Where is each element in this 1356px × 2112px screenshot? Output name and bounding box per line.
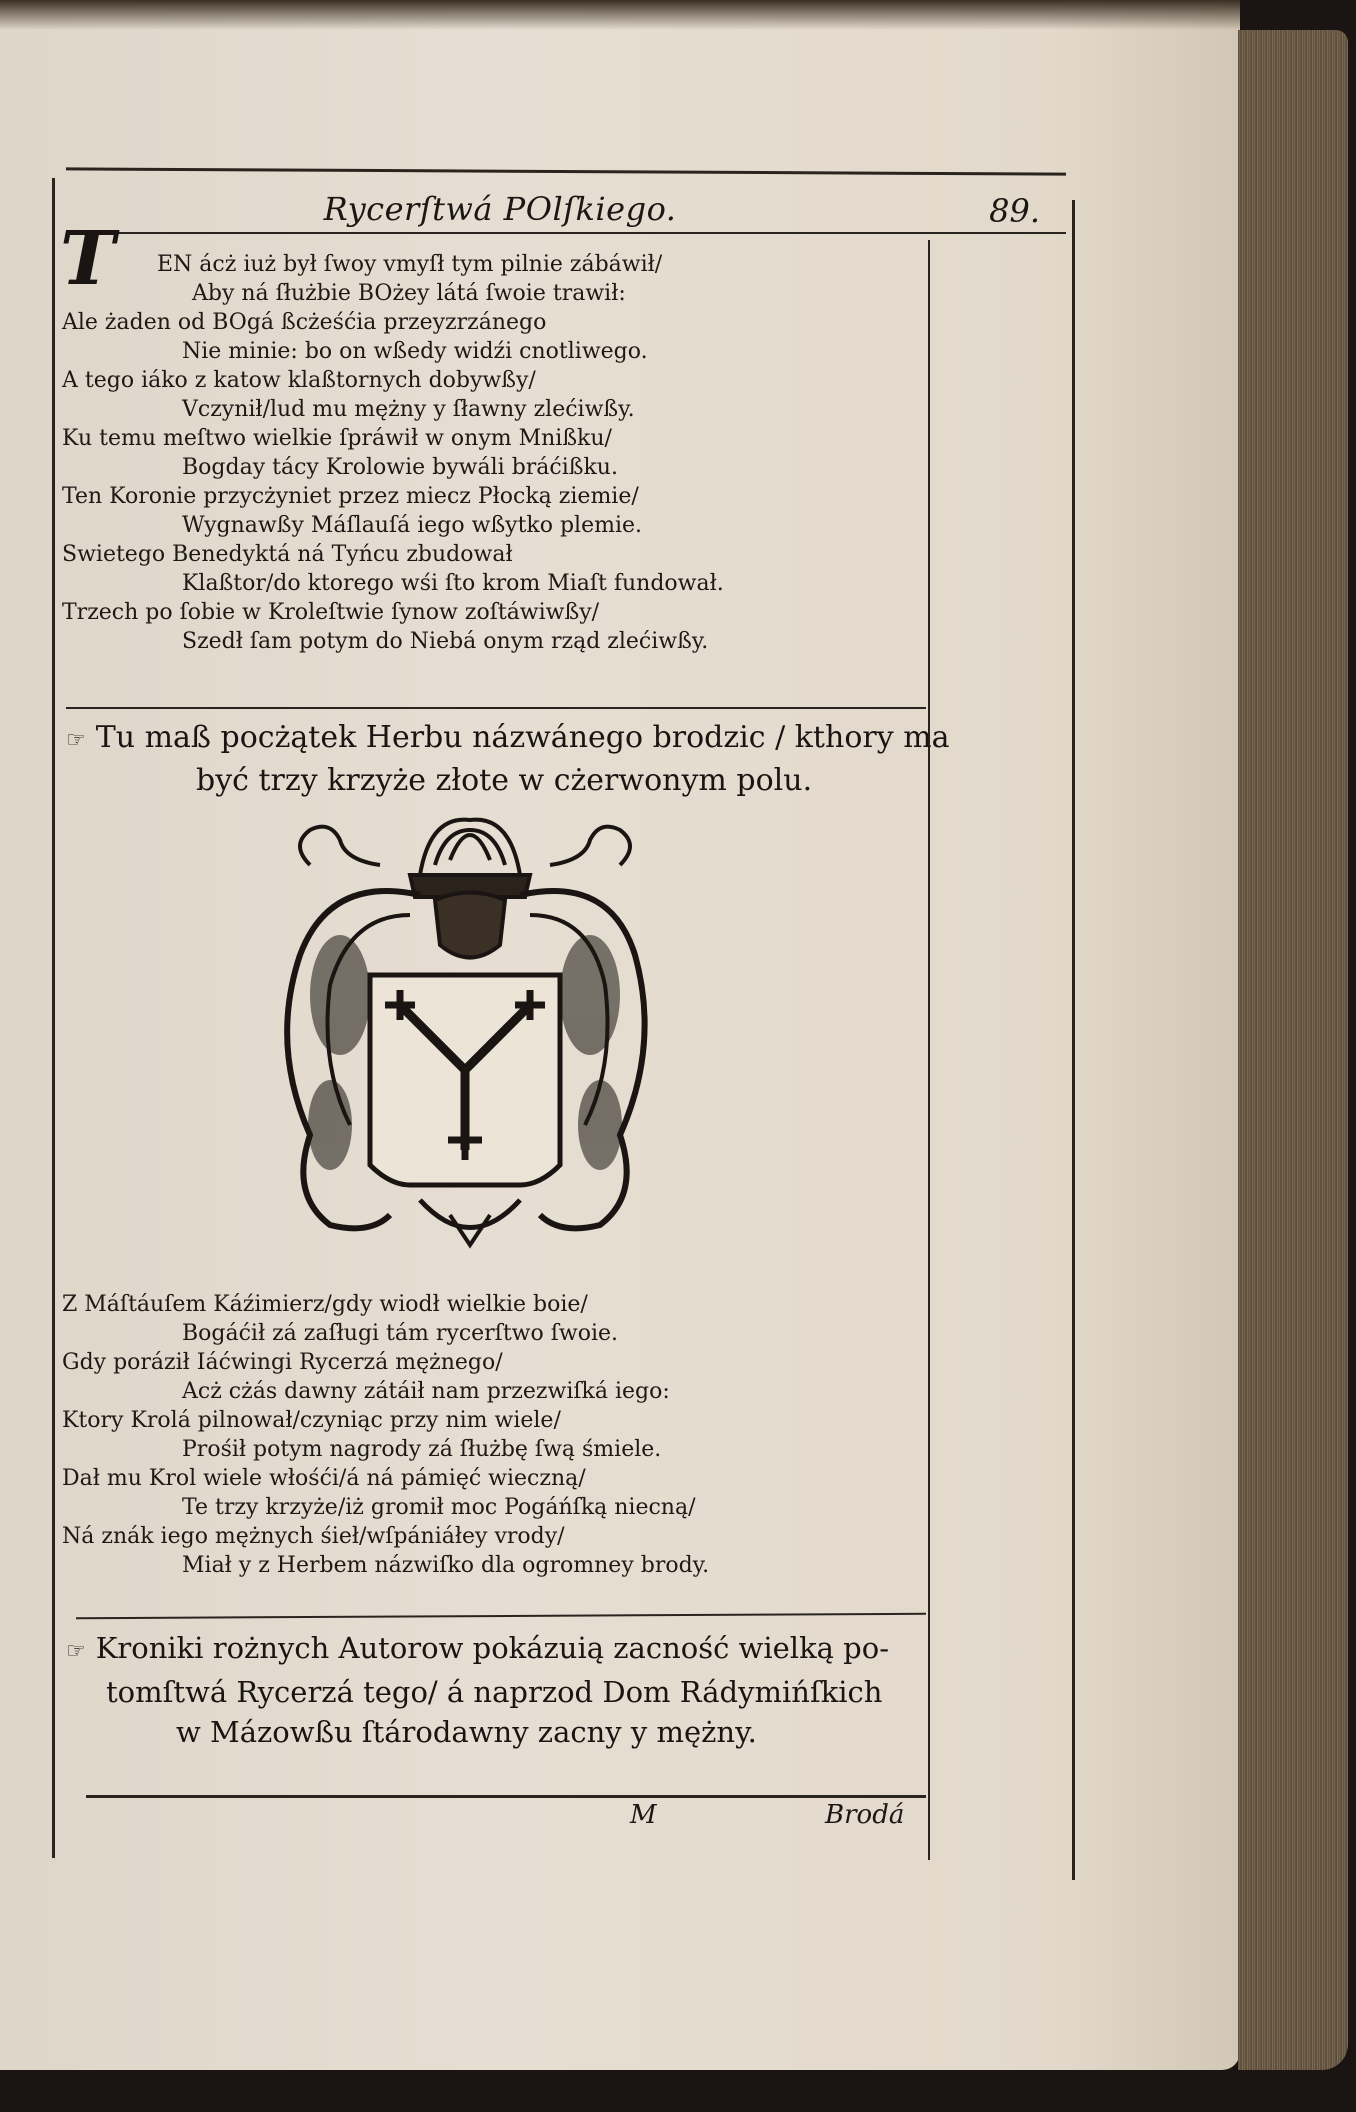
running-title: Rycerſtwá POlſkiego. <box>323 190 677 228</box>
right-frame-rule-outer <box>1072 200 1075 1880</box>
right-frame-rule-inner <box>928 240 930 1860</box>
verse-line: Klaßtor/do ktorego wśi ſto krom Miaſt fundował. <box>182 571 724 596</box>
verse-line: EN ácż iuż był ſwoy vmyſł tym pilnie zábáwił/ <box>157 252 663 277</box>
verse-line: Ten Koronie przycżyniet przez miecz Płocką ziemie/ <box>62 484 639 509</box>
verse-line: Szedł ſam potym do Niebá onym rząd zlećiwßy. <box>182 629 709 654</box>
verse-line: Ku temu meſtwo wielkie ſpráwił w onym Mnißku/ <box>62 426 612 451</box>
verse-line: Ná znák iego mężnych śieł/wſpániáłey vrody/ <box>62 1524 565 1549</box>
heading-line <box>66 1628 889 1672</box>
left-frame-rule <box>52 178 55 1858</box>
pointing-hand-icon: ☞ <box>66 1639 86 1664</box>
verse-line: Swietego Benedyktá ná Tyńcu zbudował <box>62 542 513 567</box>
verse-line: Z Máſtáuſem Káźimierz/gdy wiodł wielkie boie/ <box>62 1292 588 1317</box>
drop-cap: T <box>60 216 116 302</box>
verse-block-1 <box>62 250 724 656</box>
heading-line: w Mázowßu ſtárodawny zacny y mężny. <box>176 1715 757 1749</box>
verse-line: A tego iáko z katow klaßtornych dobywßy/ <box>62 368 536 393</box>
section-heading-1 <box>66 718 950 801</box>
verse-block-2 <box>62 1290 709 1580</box>
verse-line: Ale żaden od BOgá ßcżeśćia przeyzrzánego <box>62 310 547 335</box>
page-number: 89. <box>989 192 1040 230</box>
verse-line: Acż cżás dawny zátáił nam przezwiſká iego: <box>182 1379 670 1404</box>
heading-line: być trzy krzyże złote w cżerwonym polu. <box>196 763 813 798</box>
coat-of-arms-icon <box>270 805 660 1275</box>
signature-mark: M <box>630 1800 657 1830</box>
verse-line: Trzech po ſobie w Kroleſtwie ſynow zoſtáwiwßy/ <box>62 600 600 625</box>
verse-line: Gdy poráził Iáćwingi Rycerzá mężnego/ <box>62 1350 503 1375</box>
verse-line: Aby ná ſłużbie BOżey látá ſwoie trawił: <box>192 281 626 306</box>
verse-line: Vczynił/lud mu mężny y ſławny zlećiwßy. <box>182 397 635 422</box>
top-shadow <box>0 0 1240 30</box>
section-heading-2 <box>66 1628 889 1752</box>
bottom-rule <box>86 1795 926 1798</box>
verse-line: Prośił potym nagrody zá ſłużbę ſwą śmiele. <box>182 1437 662 1462</box>
heading-text: Tu maß pocżątek Herbu názwánego brodzic / kthory ma <box>95 720 950 755</box>
verse-line: Te trzy krzyże/iż gromił moc Pogáńſką niecną/ <box>182 1495 696 1520</box>
verse-line: Bogday tácy Krolowie bywáli bráćißku. <box>182 455 618 480</box>
pointing-hand-icon: ☞ <box>66 728 86 753</box>
verse-line: Nie minie: bo on wßedy widźi cnotliwego. <box>182 339 648 364</box>
heading-text: Kroniki rożnych Autorow pokázuią zacność wielką po- <box>95 1631 889 1665</box>
verse-line: Bogáćił zá zaſługi tám rycerſtwo ſwoie. <box>182 1321 618 1346</box>
verse-line: Dał mu Krol wiele włośći/á ná pámięć wieczną/ <box>62 1466 586 1491</box>
heading-line: tomſtwá Rycerzá tego/ á naprzod Dom Rádymińſkich <box>106 1675 883 1709</box>
heading-line <box>66 718 950 761</box>
section-rule-1 <box>66 707 926 709</box>
catchword: Brodá <box>825 1800 905 1830</box>
header-underline <box>66 232 1066 234</box>
verse-line: Wygnawßy Máſlauſá iego wßytko plemie. <box>182 513 643 538</box>
verse-line: Miał y z Herbem názwiſko dla ogromney brody. <box>182 1553 710 1578</box>
verse-line: Ktory Krolá pilnował/czyniąc przy nim wiele/ <box>62 1408 561 1433</box>
page-edges <box>1238 30 1348 2070</box>
